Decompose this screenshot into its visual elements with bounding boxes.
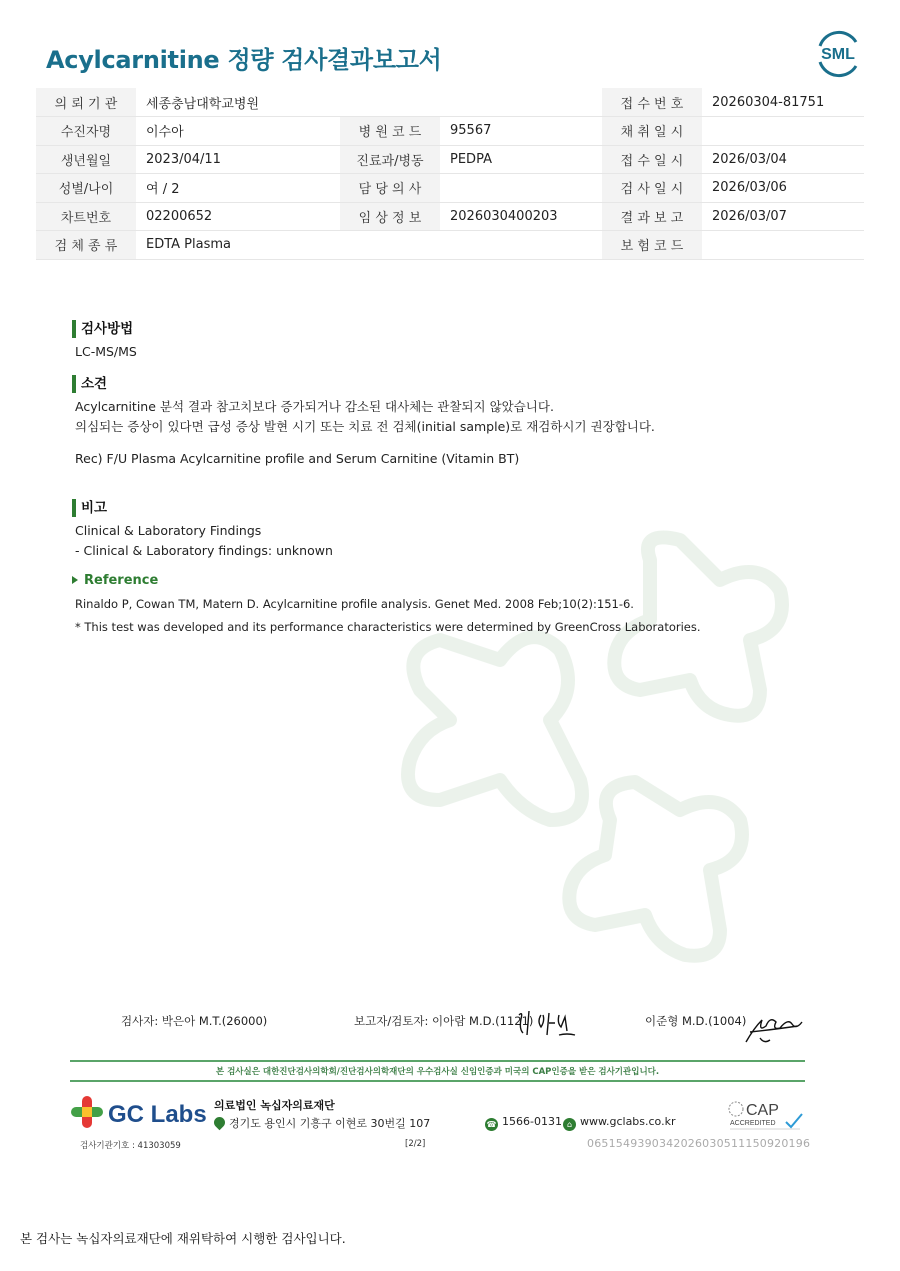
label-specimen-type: 검 체 종 류 <box>36 231 136 260</box>
lab-number: 검사기관기호 : 41303059 <box>80 1141 181 1151</box>
value-report-date: 2026/03/07 <box>702 202 864 231</box>
triangle-icon <box>72 576 78 584</box>
value-physician <box>440 174 602 203</box>
phone <box>485 1115 562 1131</box>
findings-heading: 소견 <box>72 375 655 393</box>
location-icon <box>212 1115 228 1131</box>
phone-icon: ☎ <box>486 1120 497 1129</box>
reference-section <box>72 573 701 634</box>
label-report-date: 결 과 보 고 <box>602 202 702 231</box>
barcode-number: 06515493903420260305111509201​96 <box>587 1137 811 1150</box>
cap-accredited-logo <box>726 1098 806 1132</box>
label-department: 진료과/병동 <box>340 145 440 174</box>
website[interactable] <box>563 1115 676 1131</box>
findings-line-1: Acylcarnitine 분석 결과 참고치보다 증가되거나 감소된 대사체는 관찰되지 않았습니다. <box>75 399 554 414</box>
foundation-name: 의료법인 녹십자의료재단 <box>214 1099 335 1112</box>
gc-cross-icon <box>71 1096 103 1128</box>
table-row <box>36 174 864 203</box>
table-row <box>36 117 864 146</box>
table-row <box>36 145 864 174</box>
value-clinical-info: 2026030400203 <box>440 202 602 231</box>
label-chart-number: 차트번호 <box>36 202 136 231</box>
doctor-signature-text: 이준형 M.D.(1004) <box>645 1014 747 1028</box>
bottom-note: 본 검사는 녹십자의료재단에 재위탁하여 시행한 검사입니다. <box>20 1231 346 1246</box>
footer-divider-bottom <box>70 1080 805 1082</box>
label-sex-age: 성별/나이 <box>36 174 136 203</box>
cap-sub-text: ACCREDITED <box>730 1120 776 1127</box>
reference-note: * This test was developed and its performance characteristics were determined by GreenCross Laboratories. <box>75 620 701 634</box>
gc-labs-logo-text: GC Labs <box>108 1101 207 1128</box>
method-text: LC-MS/MS <box>75 344 137 359</box>
label-collection-date: 채 취 일 시 <box>602 117 702 146</box>
value-specimen-type: EDTA Plasma <box>136 231 602 260</box>
remarks-line-1: Clinical & Laboratory Findings <box>75 523 262 538</box>
cap-logo-text: CAP <box>746 1102 779 1119</box>
value-hospital-code: 95567 <box>440 117 602 146</box>
accreditation-text: 본 검사실은 대한진단검사의학회/진단검사의학재단의 우수검사실 신임인증과 미국의 CAP인증을 받은 검사기관입니다. <box>215 1067 660 1077</box>
value-test-date: 2026/03/06 <box>702 174 864 203</box>
value-requesting-institution: 세종충남대학교병원 <box>136 88 602 117</box>
sml-logo-text: SML <box>821 46 855 63</box>
findings-section <box>72 375 655 469</box>
patient-info-table <box>36 88 864 260</box>
reference-citation: Rinaldo P, Cowan TM, Matern D. Acylcarnitine profile analysis. Genet Med. 2008 Feb;10(2):151-6. <box>75 597 634 611</box>
home-icon: ⌂ <box>563 1118 576 1131</box>
value-insurance-code <box>702 231 864 260</box>
table-row <box>36 88 864 117</box>
label-birth-date: 생년월일 <box>36 145 136 174</box>
findings-recommendation: Rec) F/U Plasma Acylcarnitine profile and Serum Carnitine (Vitamin BT) <box>75 451 520 466</box>
label-received-date: 접 수 일 시 <box>602 145 702 174</box>
value-department: PEDPA <box>440 145 602 174</box>
label-requesting-institution: 의 뢰 기 관 <box>36 88 136 117</box>
remarks-section <box>72 499 333 561</box>
value-sex-age: 여 / 2 <box>136 174 340 203</box>
label-patient-name: 수진자명 <box>36 117 136 146</box>
reference-heading-row <box>72 573 701 588</box>
value-chart-number: 02200652 <box>136 202 340 231</box>
value-received-date: 2026/03/04 <box>702 145 864 174</box>
reporter-signature-mark <box>515 1005 581 1041</box>
remarks-heading: 비고 <box>72 499 333 517</box>
table-row <box>36 231 864 260</box>
sml-logo <box>812 28 864 78</box>
table-row <box>36 202 864 231</box>
footer-divider-top <box>70 1060 805 1062</box>
findings-line-2: 의심되는 증상이 있다면 급성 증상 발현 시기 또는 치료 전 검체(initial sample)로 재검하시기 권장합니다. <box>75 419 655 434</box>
value-birth-date: 2023/04/11 <box>136 145 340 174</box>
label-clinical-info: 임 상 정 보 <box>340 202 440 231</box>
value-accession-number: 20260304-81751 <box>702 88 864 117</box>
label-accession-number: 접 수 번 호 <box>602 88 702 117</box>
label-hospital-code: 병 원 코 드 <box>340 117 440 146</box>
label-physician: 담 당 의 사 <box>340 174 440 203</box>
address-text: 경기도 용인시 기흥구 이현로 30번길 107 <box>229 1117 431 1130</box>
value-patient-name: 이수아 <box>136 117 340 146</box>
report-title: Acylcarnitine 정량 검사결과보고서 <box>46 46 442 74</box>
remarks-body <box>72 521 333 561</box>
remarks-line-2: - Clinical & Laboratory findings: unknown <box>75 543 333 558</box>
tester-signature-text: 검사자: 박은아 M.T.(26000) <box>121 1014 268 1028</box>
method-heading: 검사방법 <box>72 320 137 338</box>
gc-labs-logo <box>70 1094 210 1130</box>
label-test-date: 검 사 일 시 <box>602 174 702 203</box>
reference-heading: Reference <box>84 573 159 588</box>
findings-body <box>72 397 655 469</box>
website-text: www.gclabs.co.kr <box>580 1115 676 1128</box>
method-section <box>72 320 137 362</box>
reporter-signature-text: 보고자/검토자: 이아람 M.D.(1121) <box>354 1014 534 1028</box>
label-insurance-code: 보 험 코 드 <box>602 231 702 260</box>
address <box>214 1115 430 1131</box>
phone-text: 1566-0131 <box>502 1115 562 1128</box>
doctor-signature-mark <box>740 1008 806 1048</box>
value-collection-date <box>702 117 864 146</box>
page-number: [2/2] <box>405 1139 426 1149</box>
